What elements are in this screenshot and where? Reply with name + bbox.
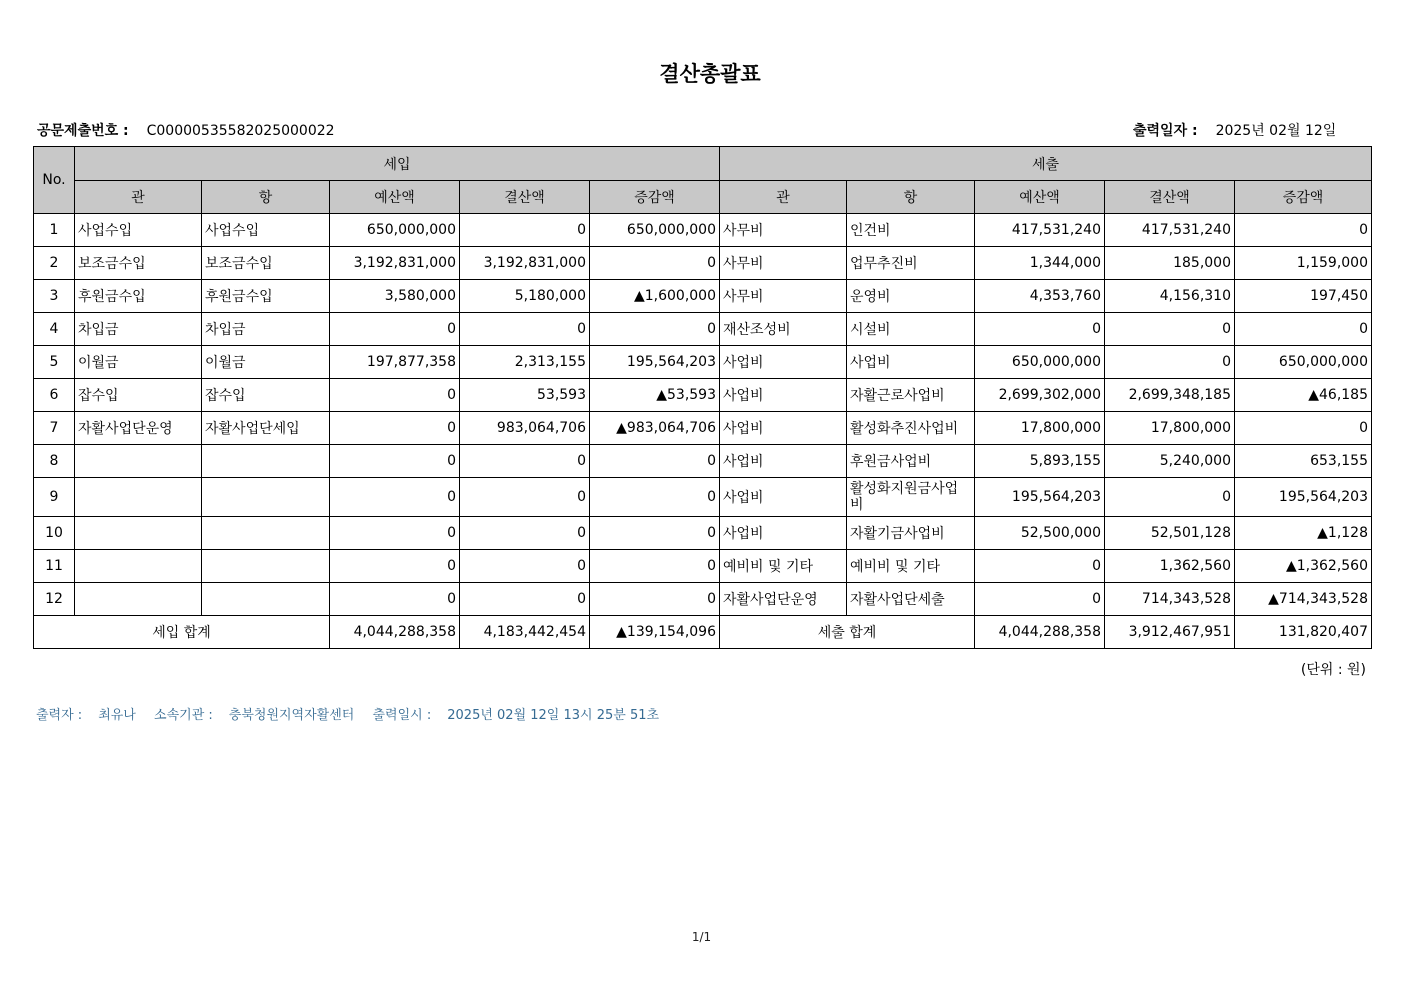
expense-budget-cell: 4,353,760 bbox=[975, 280, 1105, 313]
expense-difference-cell: 1,159,000 bbox=[1235, 247, 1372, 280]
expense-difference-cell: 650,000,000 bbox=[1235, 346, 1372, 379]
expense-total-settlement: 3,912,467,951 bbox=[1105, 616, 1235, 649]
header-expense-gwan: 관 bbox=[720, 181, 847, 214]
expense-difference-cell: ▲714,343,528 bbox=[1235, 583, 1372, 616]
expense-difference-cell: 0 bbox=[1235, 214, 1372, 247]
expense-difference-cell: ▲1,362,560 bbox=[1235, 550, 1372, 583]
income-settlement-cell: 5,180,000 bbox=[460, 280, 590, 313]
row-number-cell: 11 bbox=[34, 550, 75, 583]
expense-difference-cell: 0 bbox=[1235, 412, 1372, 445]
expense-budget-cell: 1,344,000 bbox=[975, 247, 1105, 280]
income-difference-cell: 0 bbox=[590, 517, 720, 550]
expense-difference-cell: ▲46,185 bbox=[1235, 379, 1372, 412]
income-gwan-cell: 이월금 bbox=[75, 346, 202, 379]
expense-settlement-cell: 4,156,310 bbox=[1105, 280, 1235, 313]
expense-hang-cell: 자활근로사업비 bbox=[847, 379, 975, 412]
table-row bbox=[34, 478, 1372, 517]
page-number: 1/1 bbox=[691, 930, 712, 944]
table-row bbox=[34, 517, 1372, 550]
income-hang-cell: 후원금수입 bbox=[202, 280, 330, 313]
table-row bbox=[34, 280, 1372, 313]
income-total-budget: 4,044,288,358 bbox=[330, 616, 460, 649]
row-number-cell: 12 bbox=[34, 583, 75, 616]
row-number-cell: 9 bbox=[34, 478, 75, 517]
income-budget-cell: 3,580,000 bbox=[330, 280, 460, 313]
income-gwan-cell: 잡수입 bbox=[75, 379, 202, 412]
income-budget-cell: 197,877,358 bbox=[330, 346, 460, 379]
expense-budget-cell: 650,000,000 bbox=[975, 346, 1105, 379]
income-difference-cell: ▲983,064,706 bbox=[590, 412, 720, 445]
print-footer bbox=[36, 704, 673, 723]
income-settlement-cell: 983,064,706 bbox=[460, 412, 590, 445]
income-gwan-cell: 자활사업단운영 bbox=[75, 412, 202, 445]
unit-note: (단위 : 원) bbox=[1300, 662, 1366, 678]
income-difference-cell: ▲53,593 bbox=[590, 379, 720, 412]
row-number-cell: 5 bbox=[34, 346, 75, 379]
expense-difference-cell: 653,155 bbox=[1235, 445, 1372, 478]
expense-settlement-cell: 2,699,348,185 bbox=[1105, 379, 1235, 412]
print-datetime-label: 출력일시 : bbox=[372, 708, 432, 723]
expense-settlement-cell: 17,800,000 bbox=[1105, 412, 1235, 445]
income-budget-cell: 0 bbox=[330, 313, 460, 346]
expense-gwan-cell: 사업비 bbox=[720, 517, 847, 550]
expense-gwan-cell: 예비비 및 기타 bbox=[720, 550, 847, 583]
income-gwan-cell: 사업수입 bbox=[75, 214, 202, 247]
income-hang-cell bbox=[202, 550, 330, 583]
organization-label: 소속기관 : bbox=[154, 708, 213, 723]
expense-hang-cell: 업무추진비 bbox=[847, 247, 975, 280]
expense-budget-cell: 52,500,000 bbox=[975, 517, 1105, 550]
expense-hang-cell: 시설비 bbox=[847, 313, 975, 346]
table-row bbox=[34, 445, 1372, 478]
expense-budget-cell: 0 bbox=[975, 313, 1105, 346]
row-number-cell: 6 bbox=[34, 379, 75, 412]
expense-budget-cell: 5,893,155 bbox=[975, 445, 1105, 478]
income-budget-cell: 3,192,831,000 bbox=[330, 247, 460, 280]
income-settlement-cell: 0 bbox=[460, 214, 590, 247]
header-expense-difference: 증감액 bbox=[1235, 181, 1372, 214]
expense-settlement-cell: 0 bbox=[1105, 346, 1235, 379]
expense-hang-cell: 활성화지원금사업비 bbox=[847, 478, 975, 517]
income-hang-cell bbox=[202, 445, 330, 478]
table-row bbox=[34, 379, 1372, 412]
expense-hang-cell: 후원금사업비 bbox=[847, 445, 975, 478]
header-income-difference: 증감액 bbox=[590, 181, 720, 214]
income-settlement-cell: 0 bbox=[460, 517, 590, 550]
income-hang-cell: 이월금 bbox=[202, 346, 330, 379]
expense-settlement-cell: 417,531,240 bbox=[1105, 214, 1235, 247]
header-income-settlement: 결산액 bbox=[460, 181, 590, 214]
income-budget-cell: 0 bbox=[330, 583, 460, 616]
document-number bbox=[37, 120, 335, 140]
income-budget-cell: 0 bbox=[330, 478, 460, 517]
income-gwan-cell bbox=[75, 478, 202, 517]
header-expense-hang: 항 bbox=[847, 181, 975, 214]
income-total-difference: ▲139,154,096 bbox=[590, 616, 720, 649]
income-budget-cell: 650,000,000 bbox=[330, 214, 460, 247]
income-settlement-cell: 0 bbox=[460, 583, 590, 616]
expense-difference-cell: 0 bbox=[1235, 313, 1372, 346]
expense-gwan-cell: 사업비 bbox=[720, 379, 847, 412]
expense-budget-cell: 0 bbox=[975, 583, 1105, 616]
table-row bbox=[34, 583, 1372, 616]
income-difference-cell: ▲1,600,000 bbox=[590, 280, 720, 313]
header-expense: 세출 bbox=[720, 147, 1372, 181]
print-date bbox=[1133, 120, 1336, 140]
expense-difference-cell: 195,564,203 bbox=[1235, 478, 1372, 517]
expense-budget-cell: 2,699,302,000 bbox=[975, 379, 1105, 412]
income-budget-cell: 0 bbox=[330, 517, 460, 550]
income-hang-cell bbox=[202, 583, 330, 616]
income-gwan-cell: 보조금수입 bbox=[75, 247, 202, 280]
table-row bbox=[34, 214, 1372, 247]
expense-gwan-cell: 사무비 bbox=[720, 280, 847, 313]
income-hang-cell: 보조금수입 bbox=[202, 247, 330, 280]
expense-settlement-cell: 5,240,000 bbox=[1105, 445, 1235, 478]
expense-gwan-cell: 사업비 bbox=[720, 445, 847, 478]
income-difference-cell: 0 bbox=[590, 313, 720, 346]
row-number-cell: 4 bbox=[34, 313, 75, 346]
income-difference-cell: 650,000,000 bbox=[590, 214, 720, 247]
income-difference-cell: 0 bbox=[590, 583, 720, 616]
income-hang-cell: 자활사업단세입 bbox=[202, 412, 330, 445]
document-number-value: C00000535582025000022 bbox=[146, 123, 335, 139]
expense-gwan-cell: 사업비 bbox=[720, 412, 847, 445]
income-difference-cell: 195,564,203 bbox=[590, 346, 720, 379]
print-date-value: 2025년 02월 12일 bbox=[1215, 123, 1337, 139]
income-difference-cell: 0 bbox=[590, 550, 720, 583]
income-difference-cell: 0 bbox=[590, 445, 720, 478]
income-gwan-cell bbox=[75, 517, 202, 550]
expense-settlement-cell: 0 bbox=[1105, 478, 1235, 517]
expense-settlement-cell: 185,000 bbox=[1105, 247, 1235, 280]
income-difference-cell: 0 bbox=[590, 478, 720, 517]
expense-gwan-cell: 사무비 bbox=[720, 247, 847, 280]
total-row bbox=[34, 616, 1372, 649]
printer-label: 출력자 : bbox=[36, 708, 83, 723]
expense-budget-cell: 17,800,000 bbox=[975, 412, 1105, 445]
row-number-cell: 8 bbox=[34, 445, 75, 478]
income-budget-cell: 0 bbox=[330, 412, 460, 445]
expense-budget-cell: 195,564,203 bbox=[975, 478, 1105, 517]
income-gwan-cell bbox=[75, 550, 202, 583]
table-row bbox=[34, 412, 1372, 445]
income-settlement-cell: 3,192,831,000 bbox=[460, 247, 590, 280]
expense-settlement-cell: 52,501,128 bbox=[1105, 517, 1235, 550]
header-expense-settlement: 결산액 bbox=[1105, 181, 1235, 214]
row-number-cell: 1 bbox=[34, 214, 75, 247]
expense-settlement-cell: 714,343,528 bbox=[1105, 583, 1235, 616]
expense-hang-cell: 자활사업단세출 bbox=[847, 583, 975, 616]
income-budget-cell: 0 bbox=[330, 379, 460, 412]
expense-total-label: 세출 합계 bbox=[720, 616, 975, 649]
header-no: No. bbox=[34, 147, 75, 214]
header-expense-budget: 예산액 bbox=[975, 181, 1105, 214]
expense-total-difference: 131,820,407 bbox=[1235, 616, 1372, 649]
organization-value: 충북청원지역자활센터 bbox=[228, 708, 355, 723]
expense-hang-cell: 인건비 bbox=[847, 214, 975, 247]
header-income-hang: 항 bbox=[202, 181, 330, 214]
expense-gwan-cell: 자활사업단운영 bbox=[720, 583, 847, 616]
print-datetime-value: 2025년 02월 12일 13시 25분 51초 bbox=[447, 708, 660, 723]
row-number-cell: 2 bbox=[34, 247, 75, 280]
income-settlement-cell: 53,593 bbox=[460, 379, 590, 412]
income-gwan-cell: 후원금수입 bbox=[75, 280, 202, 313]
header-income-budget: 예산액 bbox=[330, 181, 460, 214]
income-gwan-cell bbox=[75, 583, 202, 616]
expense-hang-cell: 사업비 bbox=[847, 346, 975, 379]
expense-total-budget: 4,044,288,358 bbox=[975, 616, 1105, 649]
table-row bbox=[34, 346, 1372, 379]
income-total-label: 세입 합계 bbox=[34, 616, 330, 649]
expense-gwan-cell: 재산조성비 bbox=[720, 313, 847, 346]
settlement-summary-table bbox=[33, 146, 1372, 649]
income-settlement-cell: 0 bbox=[460, 445, 590, 478]
expense-budget-cell: 0 bbox=[975, 550, 1105, 583]
expense-budget-cell: 417,531,240 bbox=[975, 214, 1105, 247]
expense-hang-cell: 자활기금사업비 bbox=[847, 517, 975, 550]
expense-settlement-cell: 0 bbox=[1105, 313, 1235, 346]
income-hang-cell: 사업수입 bbox=[202, 214, 330, 247]
expense-gwan-cell: 사무비 bbox=[720, 214, 847, 247]
table-row bbox=[34, 550, 1372, 583]
income-settlement-cell: 0 bbox=[460, 550, 590, 583]
income-total-settlement: 4,183,442,454 bbox=[460, 616, 590, 649]
expense-gwan-cell: 사업비 bbox=[720, 346, 847, 379]
header-income: 세입 bbox=[75, 147, 720, 181]
income-settlement-cell: 2,313,155 bbox=[460, 346, 590, 379]
expense-hang-cell: 예비비 및 기타 bbox=[847, 550, 975, 583]
income-budget-cell: 0 bbox=[330, 445, 460, 478]
table-body bbox=[34, 214, 1372, 649]
income-budget-cell: 0 bbox=[330, 550, 460, 583]
expense-difference-cell: ▲1,128 bbox=[1235, 517, 1372, 550]
table-row bbox=[34, 313, 1372, 346]
expense-hang-cell: 운영비 bbox=[847, 280, 975, 313]
income-hang-cell: 차입금 bbox=[202, 313, 330, 346]
expense-difference-cell: 197,450 bbox=[1235, 280, 1372, 313]
row-number-cell: 3 bbox=[34, 280, 75, 313]
expense-hang-cell: 활성화추진사업비 bbox=[847, 412, 975, 445]
income-hang-cell bbox=[202, 478, 330, 517]
income-settlement-cell: 0 bbox=[460, 478, 590, 517]
header-income-gwan: 관 bbox=[75, 181, 202, 214]
row-number-cell: 7 bbox=[34, 412, 75, 445]
income-hang-cell: 잡수입 bbox=[202, 379, 330, 412]
print-date-label: 출력일자 : bbox=[1133, 123, 1198, 139]
document-title: 결산총괄표 bbox=[659, 62, 761, 86]
expense-gwan-cell: 사업비 bbox=[720, 478, 847, 517]
income-difference-cell: 0 bbox=[590, 247, 720, 280]
printer-value: 최유나 bbox=[98, 708, 136, 723]
row-number-cell: 10 bbox=[34, 517, 75, 550]
expense-settlement-cell: 1,362,560 bbox=[1105, 550, 1235, 583]
table-row bbox=[34, 247, 1372, 280]
income-hang-cell bbox=[202, 517, 330, 550]
document-number-label: 공문제출번호 : bbox=[37, 123, 129, 139]
income-gwan-cell: 차입금 bbox=[75, 313, 202, 346]
income-gwan-cell bbox=[75, 445, 202, 478]
income-settlement-cell: 0 bbox=[460, 313, 590, 346]
